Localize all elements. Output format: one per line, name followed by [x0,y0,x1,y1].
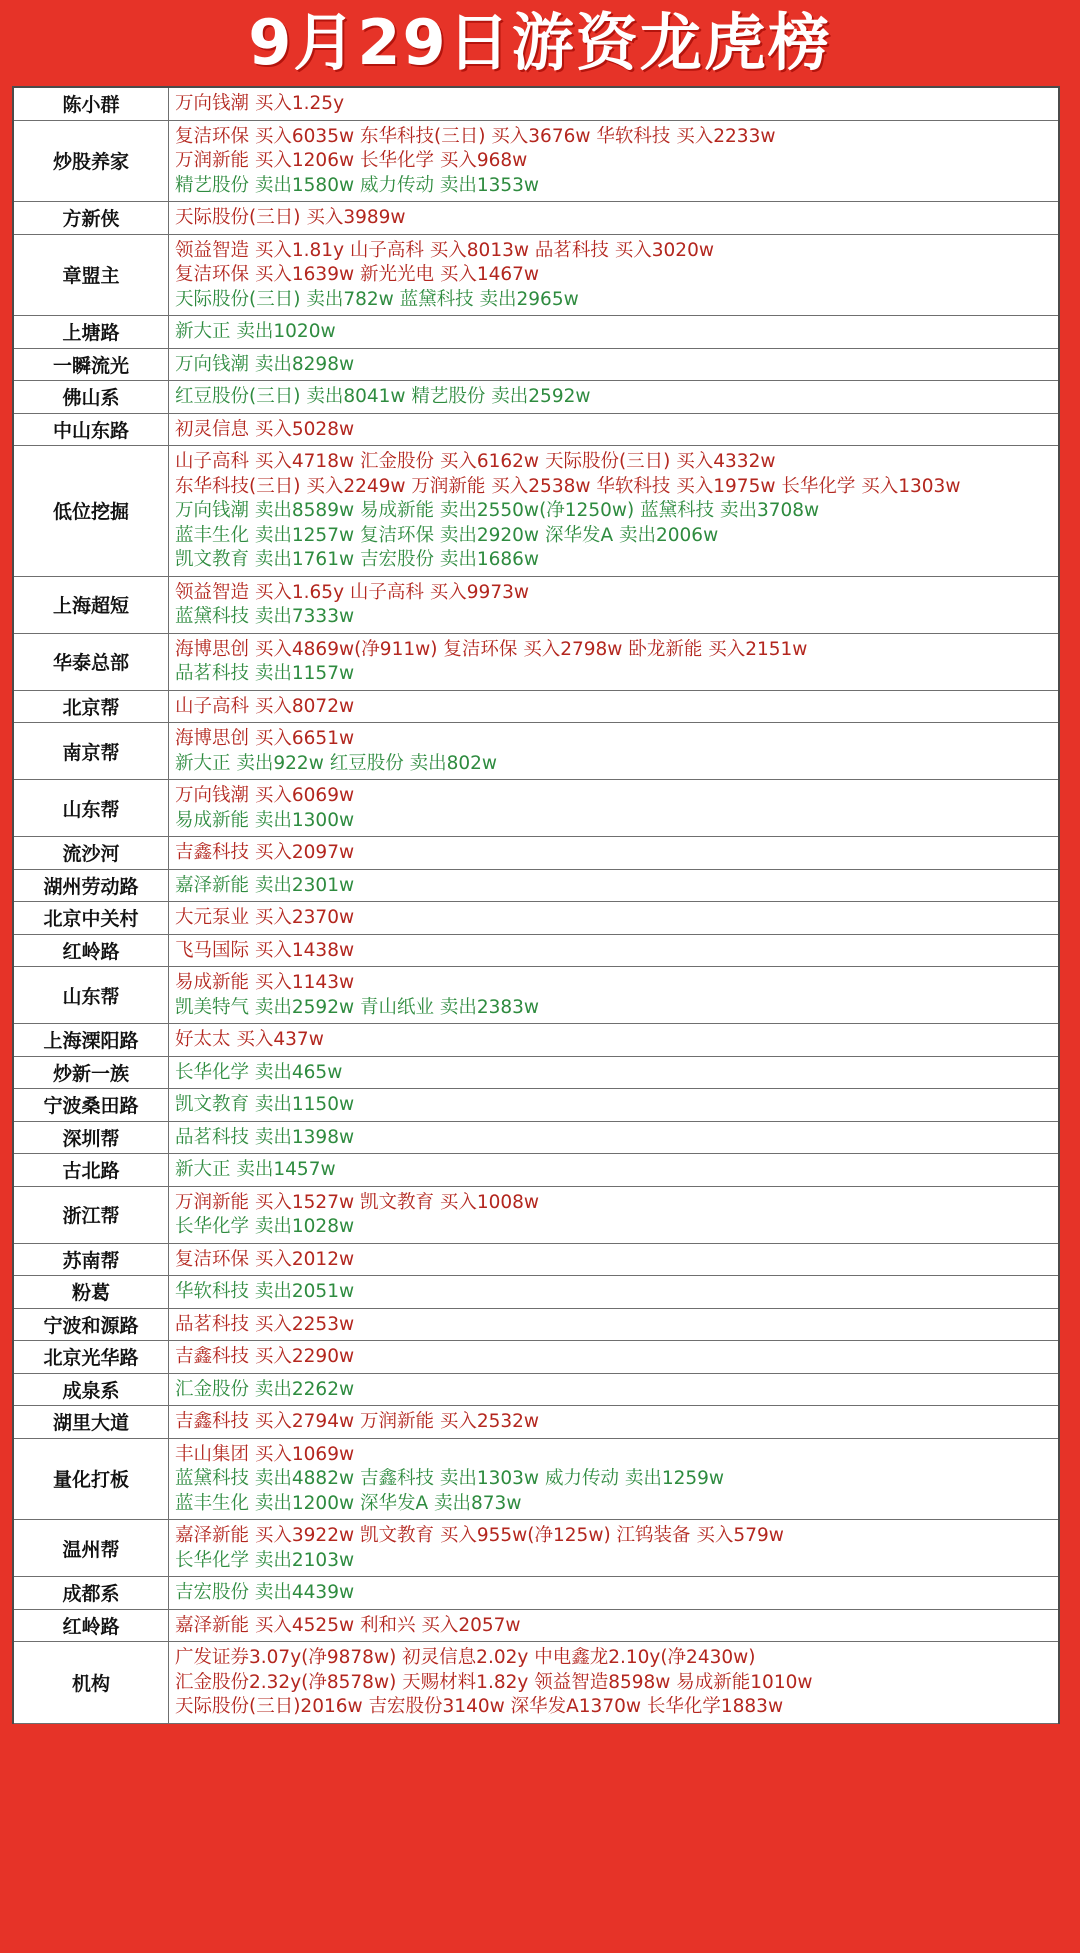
table-row [14,446,1058,577]
buy-line: 嘉泽新能 买入4525w 利和兴 买入2057w [175,1614,521,1636]
trade-details [169,121,1058,202]
sell-line: 品茗科技 卖出1398w [175,1126,355,1148]
trade-details [169,967,1058,1023]
trade-details [169,1309,1058,1341]
table-row [14,870,1058,903]
sell-line: 长华化学 卖出465w [175,1061,343,1083]
table-row [14,316,1058,349]
buy-line: 初灵信息 买入5028w [175,418,355,440]
trade-details [169,634,1058,690]
trade-details [169,837,1058,869]
trade-details [169,1439,1058,1520]
table-row [14,202,1058,235]
sell-line: 精艺股份 卖出1580w 威力传动 卖出1353w [175,174,540,196]
sell-line: 新大正 卖出1457w [175,1159,336,1180]
trade-details [169,1276,1058,1308]
table-row [14,121,1058,203]
sell-line: 新大正 卖出922w 红豆股份 卖出802w [175,752,498,774]
trader-name: 温州帮 [14,1520,169,1576]
trade-details [169,870,1058,902]
trade-details [169,902,1058,934]
sell-line: 凯美特气 卖出2592w 青山纸业 卖出2383w [175,996,540,1018]
buy-line: 复洁环保 买入2012w [175,1248,355,1270]
trader-name: 北京帮 [14,691,169,723]
table-row [14,1341,1058,1374]
trade-details [169,1374,1058,1406]
buy-line: 大元泵业 买入2370w [175,907,355,928]
trader-name: 炒股养家 [14,121,169,202]
trade-details [169,1154,1058,1186]
trader-name: 佛山系 [14,381,169,413]
buy-line: 好太太 买入437w [175,1029,324,1050]
trade-details [169,780,1058,836]
table-row [14,1610,1058,1643]
trader-name: 古北路 [14,1154,169,1186]
table-row [14,1309,1058,1342]
buy-line: 万润新能 买入1206w 长华化学 买入968w [175,150,528,171]
trade-details [169,1122,1058,1154]
page-title: 9月29日游资龙虎榜 [248,6,832,79]
trader-name: 章盟主 [14,235,169,316]
sell-line: 蓝黛科技 卖出4882w 吉鑫科技 卖出1303w 威力传动 卖出1259w [175,1468,725,1489]
trader-name: 苏南帮 [14,1244,169,1276]
trade-details [169,1341,1058,1373]
sell-line: 万向钱潮 卖出8589w 易成新能 卖出2550w(净1250w) 蓝黛科技 卖出3708w [175,500,820,521]
trade-details [169,381,1058,413]
trade-details [169,88,1058,120]
table-row [14,1187,1058,1244]
sell-line: 易成新能 卖出1300w [175,809,355,831]
buy-line: 吉鑫科技 买入2097w [175,842,355,863]
trader-name: 深圳帮 [14,1122,169,1154]
dragon-tiger-table [12,86,1060,1724]
buy-line: 复洁环保 买入6035w 东华科技(三日) 买入3676w 华软科技 买入2233w [175,125,776,147]
buy-line: 万润新能 买入1527w 凯文教育 买入1008w [175,1191,540,1213]
trade-details [169,1642,1058,1723]
table-row [14,634,1058,691]
sell-line: 长华化学 卖出2103w [175,1549,355,1571]
trader-name: 南京帮 [14,723,169,779]
trader-name: 一瞬流光 [14,349,169,381]
sell-line: 凯文教育 卖出1150w [175,1094,355,1115]
buy-line: 万向钱潮 买入6069w [175,785,355,806]
buy-line: 海博思创 买入6651w [175,728,355,749]
trade-details [169,935,1058,967]
trade-details [169,723,1058,779]
trader-name: 浙江帮 [14,1187,169,1243]
table-row [14,967,1058,1024]
trade-details [169,577,1058,633]
trade-details [169,235,1058,316]
sell-line: 嘉泽新能 卖出2301w [175,874,355,896]
trader-name: 粉葛 [14,1276,169,1308]
trade-details [169,1520,1058,1576]
trader-name: 中山东路 [14,414,169,446]
table-row [14,1057,1058,1090]
table-row [14,1122,1058,1155]
buy-line: 吉鑫科技 买入2290w [175,1346,355,1367]
trader-name: 方新侠 [14,202,169,234]
table-row [14,1439,1058,1521]
trader-name: 低位挖掘 [14,446,169,576]
buy-line: 易成新能 买入1143w [175,972,355,993]
sell-line: 华软科技 卖出2051w [175,1281,355,1302]
trader-name: 红岭路 [14,1610,169,1642]
sell-line: 蓝丰生化 卖出1200w 深华发A 卖出873w [175,1492,522,1514]
table-row [14,1089,1058,1122]
buy-line: 东华科技(三日) 买入2249w 万润新能 买入2538w 华软科技 买入1975w 长华化学 买入1303w [175,475,961,497]
sell-line: 天际股份(三日) 卖出782w 蓝黛科技 卖出2965w [175,288,579,310]
buy-line: 天际股份(三日)2016w 吉宏股份3140w 深华发A1370w 长华化学1883w [175,1696,784,1717]
trader-name: 流沙河 [14,837,169,869]
table-row [14,1276,1058,1309]
trader-name: 成都系 [14,1577,169,1609]
trade-details [169,1089,1058,1121]
table-row [14,902,1058,935]
trader-name: 成泉系 [14,1374,169,1406]
table-row [14,723,1058,780]
trade-details [169,202,1058,234]
table-row [14,1024,1058,1057]
buy-line: 汇金股份2.32y(净8578w) 天赐材料1.82y 领益智造8598w 易成新能1010w [175,1671,813,1693]
trader-name: 山东帮 [14,780,169,836]
buy-line: 吉鑫科技 买入2794w 万润新能 买入2532w [175,1411,540,1432]
buy-line: 飞马国际 买入1438w [175,939,355,961]
trade-details [169,446,1058,576]
table-row [14,1244,1058,1277]
trade-details [169,691,1058,723]
trader-name: 北京中关村 [14,902,169,934]
table-row [14,780,1058,837]
trader-name: 炒新一族 [14,1057,169,1089]
table-row [14,691,1058,724]
table-row [14,1406,1058,1439]
trader-name: 宁波桑田路 [14,1089,169,1121]
buy-line: 万向钱潮 买入1.25y [175,93,345,114]
buy-line: 丰山集团 买入1069w [175,1443,355,1465]
buy-line: 山子高科 买入8072w [175,695,355,717]
table-row [14,381,1058,414]
buy-line: 广发证券3.07y(净9878w) 初灵信息2.02y 中电鑫龙2.10y(净2430w) [175,1647,756,1668]
trader-name: 华泰总部 [14,634,169,690]
buy-line: 领益智造 买入1.65y 山子高科 买入9973w [175,581,529,603]
table-row [14,235,1058,317]
sell-line: 凯文教育 卖出1761w 吉宏股份 卖出1686w [175,549,540,570]
trader-name: 北京光华路 [14,1341,169,1373]
table-row [14,935,1058,968]
trade-details [169,1610,1058,1642]
buy-line: 天际股份(三日) 买入3989w [175,207,406,228]
sell-line: 蓝黛科技 卖出7333w [175,606,355,627]
table-row [14,1577,1058,1610]
sell-line: 吉宏股份 卖出4439w [175,1582,355,1603]
trade-details [169,1244,1058,1276]
sell-line: 红豆股份(三日) 卖出8041w 精艺股份 卖出2592w [175,386,591,407]
sell-line: 品茗科技 卖出1157w [175,663,355,684]
trade-details [169,1187,1058,1243]
trade-details [169,316,1058,348]
trader-name: 山东帮 [14,967,169,1023]
sell-line: 蓝丰生化 卖出1257w 复洁环保 卖出2920w 深华发A 卖出2006w [175,524,719,546]
trader-name: 机构 [14,1642,169,1723]
table-row [14,1374,1058,1407]
trader-name: 量化打板 [14,1439,169,1520]
table-row [14,414,1058,447]
buy-line: 领益智造 买入1.81y 山子高科 买入8013w 品茗科技 买入3020w [175,239,714,261]
trader-name: 上海溧阳路 [14,1024,169,1056]
trader-name: 湖州劳动路 [14,870,169,902]
sell-line: 长华化学 卖出1028w [175,1216,355,1237]
table-row [14,577,1058,634]
trader-name: 陈小群 [14,88,169,120]
table-row [14,837,1058,870]
trader-name: 上海超短 [14,577,169,633]
buy-line: 山子高科 买入4718w 汇金股份 买入6162w 天际股份(三日) 买入4332w [175,451,776,472]
trade-details [169,1406,1058,1438]
sell-line: 新大正 卖出1020w [175,321,336,342]
table-row [14,88,1058,121]
buy-line: 品茗科技 买入2253w [175,1313,355,1335]
table-row [14,349,1058,382]
sell-line: 万向钱潮 卖出8298w [175,353,355,375]
trade-details [169,414,1058,446]
buy-line: 海博思创 买入4869w(净911w) 复洁环保 买入2798w 卧龙新能 买入2151w [175,638,808,660]
trader-name: 宁波和源路 [14,1309,169,1341]
trader-name: 湖里大道 [14,1406,169,1438]
trader-name: 红岭路 [14,935,169,967]
table-row [14,1520,1058,1577]
trade-details [169,1024,1058,1056]
buy-line: 嘉泽新能 买入3922w 凯文教育 买入955w(净125w) 江钨装备 买入579w [175,1525,784,1546]
trade-details [169,349,1058,381]
table-row [14,1154,1058,1187]
buy-line: 复洁环保 买入1639w 新光光电 买入1467w [175,264,540,285]
table-row [14,1642,1058,1724]
trade-details [169,1577,1058,1609]
sell-line: 汇金股份 卖出2262w [175,1378,355,1400]
trade-details [169,1057,1058,1089]
trader-name: 上塘路 [14,316,169,348]
